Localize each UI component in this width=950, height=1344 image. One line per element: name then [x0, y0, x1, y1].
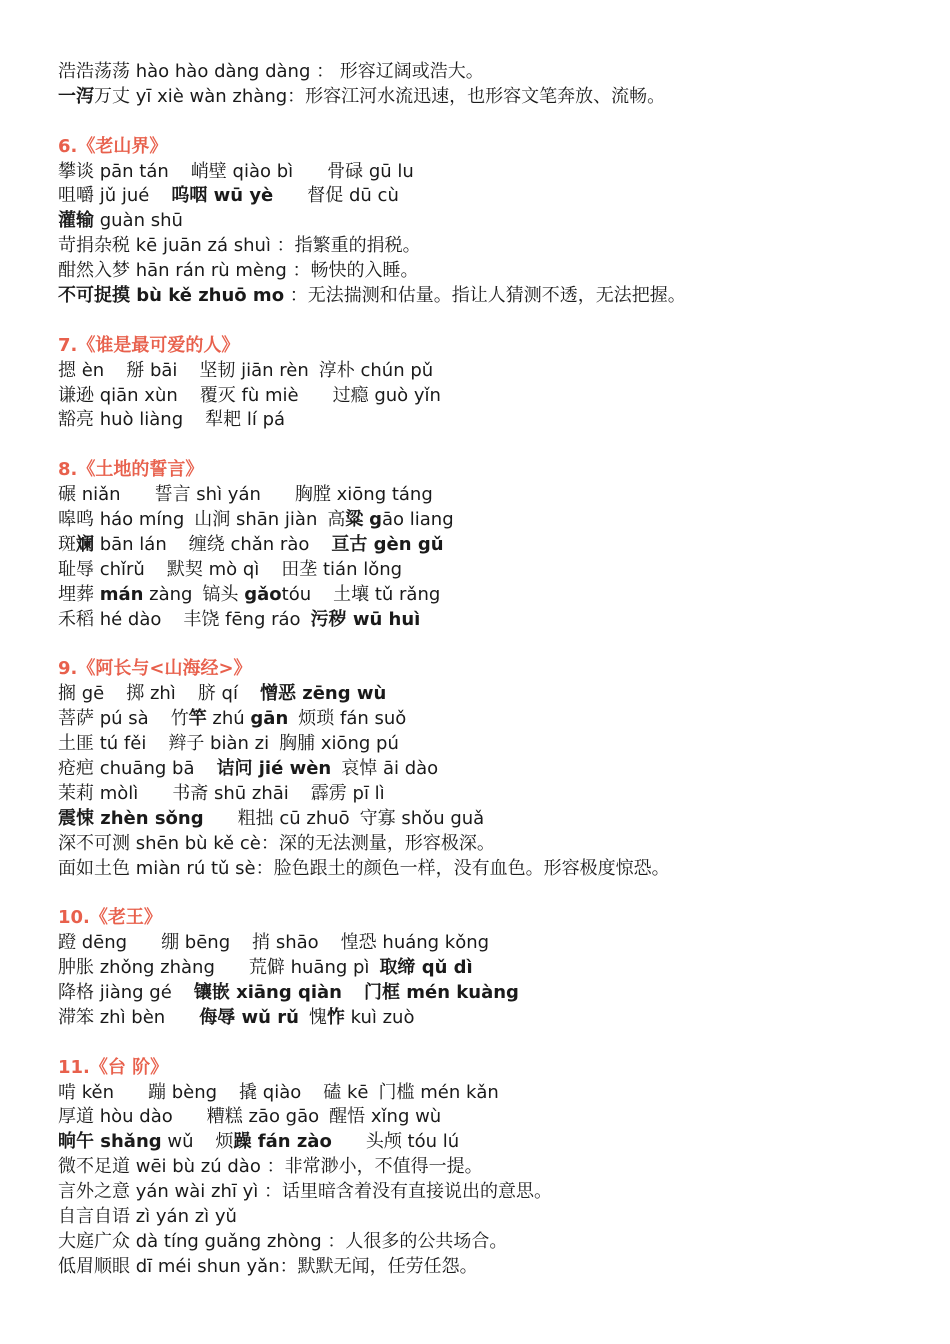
- vocab-item-bold: 灌输: [58, 210, 94, 232]
- vocab-item: 缠绕 chǎn rào: [188, 533, 310, 555]
- vocab-item: 碾 niǎn: [58, 484, 121, 506]
- section-heading-8: 8.《土地的誓言》: [58, 459, 204, 481]
- idiom-text: 万丈 yī xiè wàn zhàng：形容江河水流迅速，也形容文笔奔放、流畅。: [94, 85, 666, 107]
- vocab-line: [58, 483, 928, 508]
- section-heading-6: 6.《老山界》: [58, 135, 168, 157]
- vocab-line: [58, 807, 928, 832]
- vocab-line: [58, 408, 928, 433]
- vocab-item-bold: 门框 mén kuàng: [364, 981, 519, 1003]
- vocab-item: 犁耙 lí pá: [205, 409, 286, 431]
- vocab-item: 捎 shāo: [252, 932, 319, 954]
- vocab-item: 降格 jiàng gé: [58, 981, 172, 1003]
- vocab-item-bold: 震悚 zhèn sǒng: [58, 807, 204, 829]
- vocab-item: 啃 kěn: [58, 1081, 114, 1103]
- vocab-item: 醒悟 xǐng wù: [329, 1106, 442, 1128]
- vocab-item: 糟糕 zāo gāo: [206, 1106, 320, 1128]
- vocab-item: 哀悼 āi dào: [341, 757, 439, 779]
- vocab-item: 惶恐 huáng kǒng: [340, 932, 490, 954]
- section-heading-11: 11.《台 阶》: [58, 1056, 169, 1078]
- idiom-line: 深不可测 shēn bù kě cè：深的无法测量，形容极深。: [58, 832, 495, 854]
- vocab-line: [58, 508, 928, 533]
- vocab-item: 攀谈 pān tán: [58, 160, 169, 182]
- vocab-item: 书斋 shū zhāi: [172, 782, 289, 804]
- vocab-item: 镐头 gǎotóu: [202, 583, 312, 605]
- vocab-item: 撬 qiào: [239, 1081, 302, 1103]
- vocab-pinyin: guàn shū: [94, 210, 183, 232]
- idiom-line: 酣然入梦 hān rán rù mèng ：畅快的入睡。: [58, 260, 419, 282]
- idiom-line: 面如土色 miàn rú tǔ sè：脸色跟土的颜色一样，没有血色。形容极度惊恐。: [58, 857, 670, 879]
- idiom-line: 言外之意 yán wài zhī yì ：话里暗含着没有直接说出的意思。: [58, 1181, 552, 1203]
- vocab-item: 搁 gē: [58, 683, 105, 705]
- idiom-line: [58, 284, 928, 309]
- vocab-item: 磕 kē: [323, 1081, 369, 1103]
- vocab-item-bold: 憎恶 zēng wù: [259, 683, 387, 705]
- vocab-item: 厚道 hòu dào: [58, 1106, 173, 1128]
- vocab-item-bold: 污秽 wū huì: [310, 608, 421, 630]
- vocab-item: 粗拙 cū zhuō: [237, 807, 350, 829]
- vocab-item-bold: 呜咽 wū yè: [171, 185, 274, 207]
- vocab-item: 默契 mò qì: [166, 558, 260, 580]
- vocab-line: [58, 757, 928, 782]
- vocab-item: 守寡 shǒu guǎ: [359, 807, 485, 829]
- vocab-item: 滞笨 zhì bèn: [58, 1006, 166, 1028]
- vocab-item: 烦躁 fán zào: [215, 1131, 332, 1153]
- vocab-line: [58, 732, 928, 757]
- section-heading-9: 9.《阿长与<山海经>》: [58, 658, 252, 680]
- vocab-line: [58, 558, 928, 583]
- vocab-item: 过瘾 guò yǐn: [332, 384, 441, 406]
- vocab-item: 头颅 tóu lú: [365, 1131, 460, 1153]
- vocab-item: 咀嚼 jǔ jué: [58, 185, 150, 207]
- vocab-item: 愧怍 kuì zuò: [308, 1006, 415, 1028]
- vocab-line: [58, 931, 928, 956]
- vocab-item: 蹬 dēng: [58, 932, 128, 954]
- vocab-line: [58, 707, 928, 732]
- vocab-item: 丰饶 fēng ráo: [183, 608, 301, 630]
- idiom-line: 低眉顺眼 dī méi shun yǎn：默默无闻，任劳任怨。: [58, 1255, 478, 1277]
- vocab-item: 豁亮 huò liàng: [58, 409, 184, 431]
- bold-term: 一泻: [58, 85, 94, 107]
- vocab-item-bold: 镶嵌 xiāng qiàn: [193, 981, 342, 1003]
- vocab-line: [58, 184, 928, 209]
- vocab-item: 竹竿 zhú gān: [170, 708, 289, 730]
- vocab-item: 荒僻 huāng pì: [248, 957, 370, 979]
- vocab-item: 烦琐 fán suǒ: [298, 708, 407, 730]
- vocab-line: [58, 1006, 928, 1031]
- vocab-line: [58, 1130, 928, 1155]
- vocab-line: [58, 782, 928, 807]
- vocab-item: 淳朴 chún pǔ: [318, 359, 434, 381]
- vocab-item: 斑斓 bān lán: [58, 533, 167, 555]
- vocab-line: [58, 1105, 928, 1130]
- vocab-line: [58, 160, 928, 185]
- idiom-line: 微不足道 wēi bù zú dào ：非常渺小，不值得一提。: [58, 1156, 483, 1178]
- vocab-item: 禾稻 hé dào: [58, 608, 162, 630]
- vocab-item: 肿胀 zhǒng zhàng: [58, 957, 215, 979]
- idiom-line: 大庭广众 dà tíng guǎng zhòng ：人很多的公共场合。: [58, 1230, 508, 1252]
- vocab-line: [58, 583, 928, 608]
- vocab-item-bold: 侮辱 wǔ rǔ: [199, 1006, 299, 1028]
- vocab-item: 土壤 tǔ rǎng: [333, 583, 441, 605]
- vocab-item: 督促 dū cù: [307, 185, 399, 207]
- vocab-line: [58, 608, 928, 633]
- vocab-item: 耻辱 chǐrǔ: [58, 558, 145, 580]
- vocab-item: 脐 qí: [197, 683, 238, 705]
- vocab-item: 胸膛 xiōng táng: [294, 484, 433, 506]
- vocab-item: 高粱 gāo liang: [327, 509, 454, 531]
- vocab-item: 绷 bēng: [161, 932, 231, 954]
- vocab-line: [58, 981, 928, 1006]
- idiom-line: [58, 85, 928, 110]
- vocab-item: 誓言 shì yán: [154, 484, 261, 506]
- vocab-line: [58, 1081, 928, 1106]
- vocab-item-bold: 诘问 jié wèn: [216, 757, 332, 779]
- idiom-text: ：无法揣测和估量。指让人猜测不透，无法把握。: [284, 285, 686, 307]
- vocab-item: 茉莉 mòlì: [58, 782, 139, 804]
- vocab-item: 辫子 biàn zi: [168, 733, 270, 755]
- vocab-line: [58, 956, 928, 981]
- vocab-item: 谦逊 qiān xùn: [58, 384, 178, 406]
- vocab-item-bold: 亘古 gèn gǔ: [331, 533, 444, 555]
- vocab-item: 覆灭 fù miè: [199, 384, 299, 406]
- vocab-item: 门槛 mén kǎn: [378, 1081, 499, 1103]
- vocab-item: 掷 zhì: [126, 683, 176, 705]
- vocab-item: 坚韧 jiān rèn: [199, 359, 309, 381]
- vocab-item: 胸脯 xiōng pú: [279, 733, 399, 755]
- section-heading-10: 10.《老王》: [58, 907, 162, 929]
- vocab-line: [58, 533, 928, 558]
- vocab-item: 田垄 tián lǒng: [281, 558, 403, 580]
- vocab-item: 摁 èn: [58, 359, 105, 381]
- vocab-item: 蹦 bèng: [148, 1081, 218, 1103]
- idiom-line: 浩浩荡荡 hào hào dàng dàng ： 形容辽阔或浩大。: [58, 61, 484, 82]
- vocab-item: 埋葬 mán zàng: [58, 583, 193, 605]
- vocab-item-bold: 取缔 qǔ dì: [379, 957, 473, 979]
- vocab-item: 霹雳 pī lì: [310, 782, 385, 804]
- section-heading-7: 7.《谁是最可爱的人》: [58, 334, 240, 356]
- vocab-item: 山涧 shān jiàn: [194, 509, 318, 531]
- vocab-item: 菩萨 pú sà: [58, 708, 149, 730]
- vocab-item: 峭壁 qiào bì: [190, 160, 294, 182]
- vocab-line: [58, 359, 928, 384]
- document-page: [58, 60, 928, 1280]
- vocab-line: [58, 384, 928, 409]
- idiom-line: 自言自语 zì yán zì yǔ: [58, 1205, 237, 1227]
- vocab-line: [58, 682, 928, 707]
- vocab-line: [58, 209, 928, 234]
- vocab-item: 骨碌 gū lu: [327, 160, 414, 182]
- bold-term: 不可捉摸 bù kě zhuō mo: [58, 285, 285, 307]
- vocab-item: 晌午 shǎng wǔ: [58, 1131, 194, 1153]
- vocab-item: 嗥鸣 háo míng: [58, 509, 185, 531]
- idiom-line: 苛捐杂税 kē juān zá shuì ：指繁重的捐税。: [58, 235, 421, 257]
- vocab-item: 疮疤 chuāng bā: [58, 757, 195, 779]
- vocab-item: 掰 bāi: [126, 359, 178, 381]
- vocab-item: 土匪 tú fěi: [58, 733, 147, 755]
